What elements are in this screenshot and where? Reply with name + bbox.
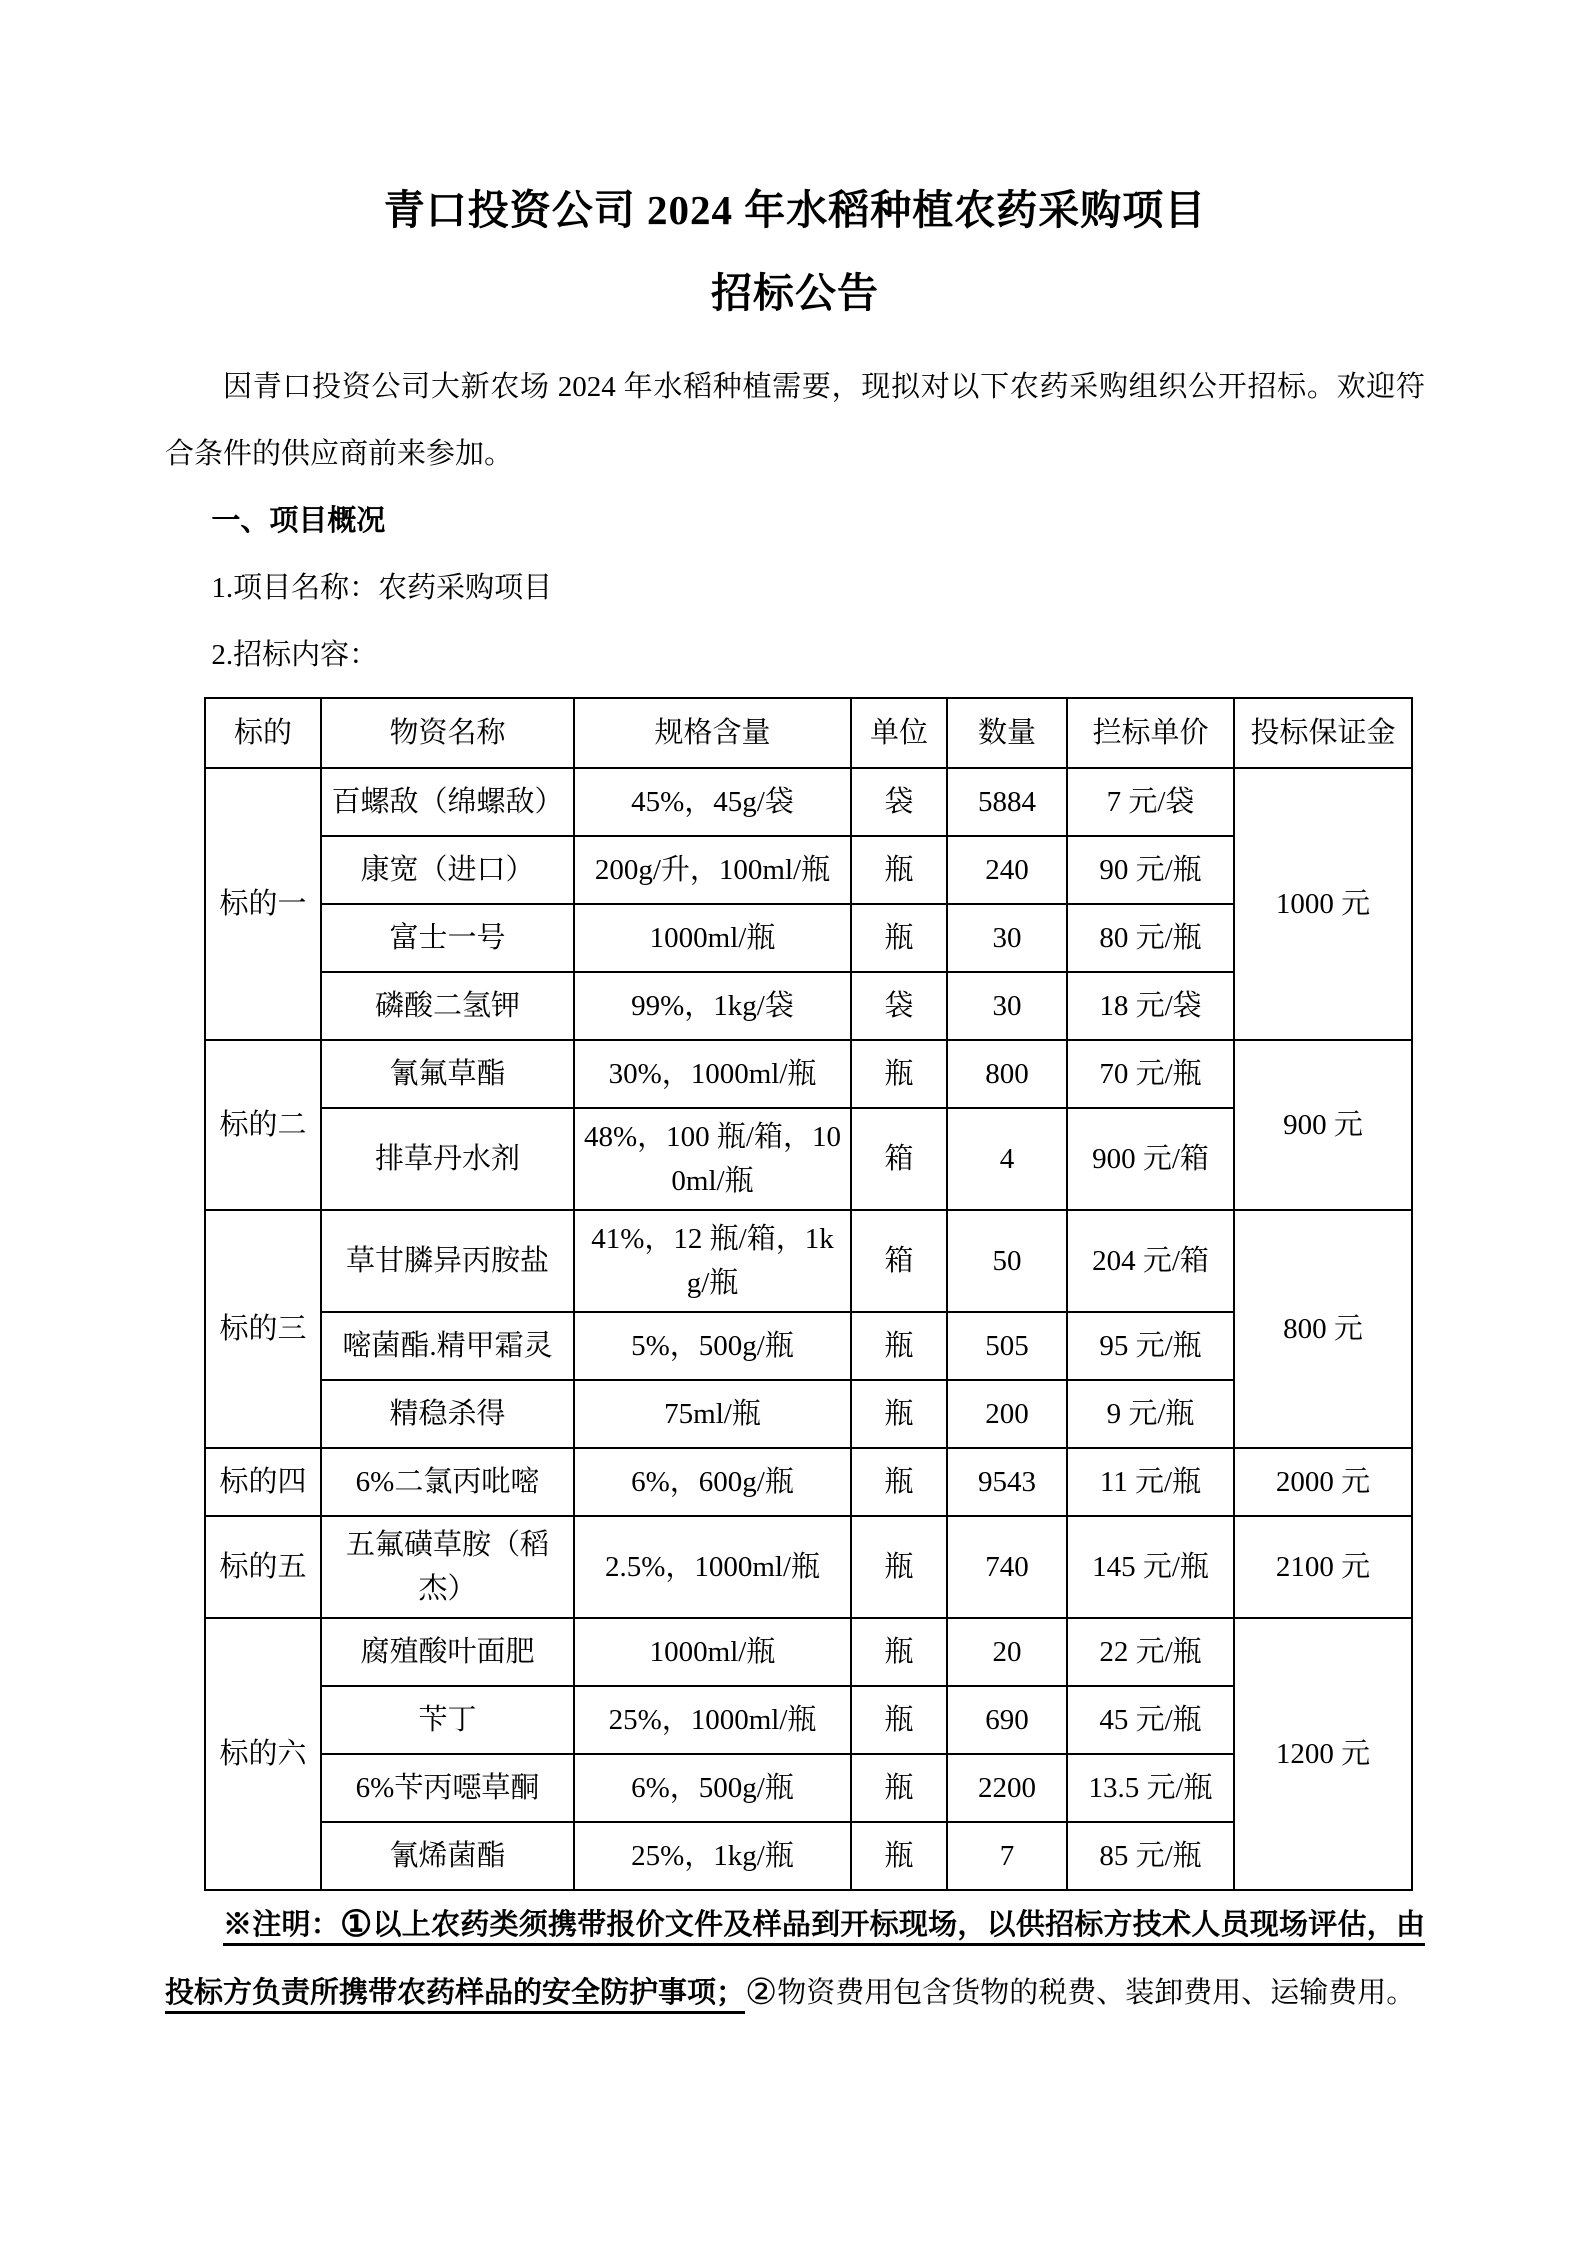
cell-price-cap: 204 元/箱 <box>1067 1210 1234 1312</box>
cell-price-cap: 900 元/箱 <box>1067 1108 1234 1210</box>
cell-quantity: 20 <box>947 1618 1067 1686</box>
cell-lot-label: 标的五 <box>205 1516 321 1618</box>
cell-quantity: 7 <box>947 1822 1067 1890</box>
cell-unit: 箱 <box>851 1108 947 1210</box>
cell-spec: 1000ml/瓶 <box>574 1618 851 1686</box>
cell-spec: 5%，500g/瓶 <box>574 1312 851 1380</box>
table-row <box>205 1618 1412 1686</box>
header-cell-2: 规格含量 <box>574 698 851 768</box>
table-row <box>205 836 1412 904</box>
table-row <box>205 1210 1412 1312</box>
table-row <box>205 904 1412 972</box>
cell-unit: 箱 <box>851 1210 947 1312</box>
table-row <box>205 1754 1412 1822</box>
table-row <box>205 1380 1412 1448</box>
cell-deposit: 2100 元 <box>1234 1516 1412 1618</box>
cell-quantity: 30 <box>947 972 1067 1040</box>
cell-material-name: 磷酸二氢钾 <box>321 972 574 1040</box>
cell-material-name: 草甘膦异丙胺盐 <box>321 1210 574 1312</box>
procurement-table <box>204 697 1413 1891</box>
cell-spec: 41%，12 瓶/箱，1kg/瓶 <box>574 1210 851 1312</box>
cell-material-name: 氰烯菌酯 <box>321 1822 574 1890</box>
cell-deposit: 1000 元 <box>1234 768 1412 1040</box>
note-clause-2: 物资费用包含货物的税费、装卸费用、运输费用。 <box>777 1977 1416 2010</box>
cell-deposit: 2000 元 <box>1234 1448 1412 1516</box>
cell-material-name: 精稳杀得 <box>321 1380 574 1448</box>
cell-price-cap: 80 元/瓶 <box>1067 904 1234 972</box>
header-cell-3: 单位 <box>851 698 947 768</box>
cell-price-cap: 45 元/瓶 <box>1067 1686 1234 1754</box>
cell-spec: 6%，500g/瓶 <box>574 1754 851 1822</box>
table-row <box>205 1108 1412 1210</box>
circled-two-marker: ② <box>745 1972 778 2013</box>
cell-unit: 瓶 <box>851 836 947 904</box>
cell-price-cap: 85 元/瓶 <box>1067 1822 1234 1890</box>
table-row <box>205 768 1412 836</box>
doc-title-line1: 青口投资公司 2024 年水稻种植农药采购项目 <box>383 187 1207 233</box>
cell-lot-label: 标的一 <box>205 768 321 1040</box>
table-row <box>205 1448 1412 1516</box>
cell-spec: 6%，600g/瓶 <box>574 1448 851 1516</box>
table-row <box>205 1686 1412 1754</box>
cell-spec: 99%，1kg/袋 <box>574 972 851 1040</box>
cell-material-name: 嘧菌酯.精甲霜灵 <box>321 1312 574 1380</box>
header-cell-0: 标的 <box>205 698 321 768</box>
cell-spec: 1000ml/瓶 <box>574 904 851 972</box>
item-bid-content: 2.招标内容： <box>211 639 379 672</box>
cell-spec: 48%，100 瓶/箱，100ml/瓶 <box>574 1108 851 1210</box>
cell-spec: 200g/升，100ml/瓶 <box>574 836 851 904</box>
cell-price-cap: 90 元/瓶 <box>1067 836 1234 904</box>
table-row <box>205 1312 1412 1380</box>
cell-unit: 袋 <box>851 768 947 836</box>
table-row <box>205 972 1412 1040</box>
cell-quantity: 5884 <box>947 768 1067 836</box>
cell-material-name: 腐殖酸叶面肥 <box>321 1618 574 1686</box>
cell-material-name: 百螺敌（绵螺敌） <box>321 768 574 836</box>
header-cell-4: 数量 <box>947 698 1067 768</box>
cell-quantity: 240 <box>947 836 1067 904</box>
section-heading-project-overview: 一、项目概况 <box>211 505 386 538</box>
cell-lot-label: 标的二 <box>205 1040 321 1210</box>
cell-spec: 2.5%，1000ml/瓶 <box>574 1516 851 1618</box>
cell-unit: 瓶 <box>851 1754 947 1822</box>
cell-deposit: 1200 元 <box>1234 1618 1412 1890</box>
cell-unit: 瓶 <box>851 1516 947 1618</box>
cell-quantity: 2200 <box>947 1754 1067 1822</box>
cell-unit: 瓶 <box>851 1040 947 1108</box>
cell-spec: 25%，1000ml/瓶 <box>574 1686 851 1754</box>
intro-paragraph: 因青口投资公司大新农场 2024 年水稻种植需要，现拟对以下农药采购组织公开招标。欢迎符合条件的供应商前来参加。 <box>165 371 1425 471</box>
cell-lot-label: 标的六 <box>205 1618 321 1890</box>
cell-price-cap: 13.5 元/瓶 <box>1067 1754 1234 1822</box>
cell-price-cap: 70 元/瓶 <box>1067 1040 1234 1108</box>
header-cell-6: 投标保证金 <box>1234 698 1412 768</box>
table-body <box>205 768 1412 1890</box>
cell-quantity: 740 <box>947 1516 1067 1618</box>
cell-material-name: 氰氟草酯 <box>321 1040 574 1108</box>
table-row <box>205 1040 1412 1108</box>
cell-spec: 75ml/瓶 <box>574 1380 851 1448</box>
cell-material-name: 6%二氯丙吡嘧 <box>321 1448 574 1516</box>
cell-unit: 瓶 <box>851 1822 947 1890</box>
cell-material-name: 康宽（进口） <box>321 836 574 904</box>
cell-spec: 25%，1kg/瓶 <box>574 1822 851 1890</box>
cell-unit: 瓶 <box>851 1380 947 1448</box>
cell-quantity: 505 <box>947 1312 1067 1380</box>
table-header-row <box>205 698 1412 768</box>
item-project-name: 1.项目名称：农药采购项目 <box>211 572 553 605</box>
cell-price-cap: 145 元/瓶 <box>1067 1516 1234 1618</box>
cell-unit: 瓶 <box>851 1448 947 1516</box>
note-clause-1: 以上农药类须携带报价文件及样品到开标现场，以供招标方技术人员现场评估，由投标方负责所携带农药样品的安全防护事项； <box>165 1909 1425 2010</box>
cell-spec: 45%，45g/袋 <box>574 768 851 836</box>
cell-unit: 瓶 <box>851 1686 947 1754</box>
note-paragraph <box>165 1891 1425 2027</box>
cell-spec: 30%，1000ml/瓶 <box>574 1040 851 1108</box>
header-cell-5: 拦标单价 <box>1067 698 1234 768</box>
header-cell-1: 物资名称 <box>321 698 574 768</box>
table-row <box>205 1516 1412 1618</box>
cell-quantity: 200 <box>947 1380 1067 1448</box>
cell-unit: 瓶 <box>851 1618 947 1686</box>
cell-price-cap: 95 元/瓶 <box>1067 1312 1234 1380</box>
note-prefix: ※注明： <box>223 1909 340 1942</box>
cell-quantity: 30 <box>947 904 1067 972</box>
cell-quantity: 800 <box>947 1040 1067 1108</box>
circled-one-marker: ① <box>339 1904 373 1945</box>
cell-lot-label: 标的三 <box>205 1210 321 1448</box>
cell-unit: 瓶 <box>851 904 947 972</box>
cell-deposit: 800 元 <box>1234 1210 1412 1448</box>
cell-lot-label: 标的四 <box>205 1448 321 1516</box>
cell-material-name: 苄丁 <box>321 1686 574 1754</box>
cell-quantity: 690 <box>947 1686 1067 1754</box>
doc-title-line2: 招标公告 <box>711 270 879 317</box>
cell-material-name: 6%苄丙噁草酮 <box>321 1754 574 1822</box>
cell-material-name: 排草丹水剂 <box>321 1108 574 1210</box>
cell-material-name: 富士一号 <box>321 904 574 972</box>
cell-quantity: 50 <box>947 1210 1067 1312</box>
cell-quantity: 4 <box>947 1108 1067 1210</box>
cell-material-name: 五氟磺草胺（稻杰） <box>321 1516 574 1618</box>
table-row <box>205 1822 1412 1890</box>
cell-unit: 袋 <box>851 972 947 1040</box>
cell-deposit: 900 元 <box>1234 1040 1412 1210</box>
cell-price-cap: 22 元/瓶 <box>1067 1618 1234 1686</box>
cell-price-cap: 18 元/袋 <box>1067 972 1234 1040</box>
cell-quantity: 9543 <box>947 1448 1067 1516</box>
cell-price-cap: 9 元/瓶 <box>1067 1380 1234 1448</box>
cell-price-cap: 7 元/袋 <box>1067 768 1234 836</box>
cell-price-cap: 11 元/瓶 <box>1067 1448 1234 1516</box>
cell-unit: 瓶 <box>851 1312 947 1380</box>
